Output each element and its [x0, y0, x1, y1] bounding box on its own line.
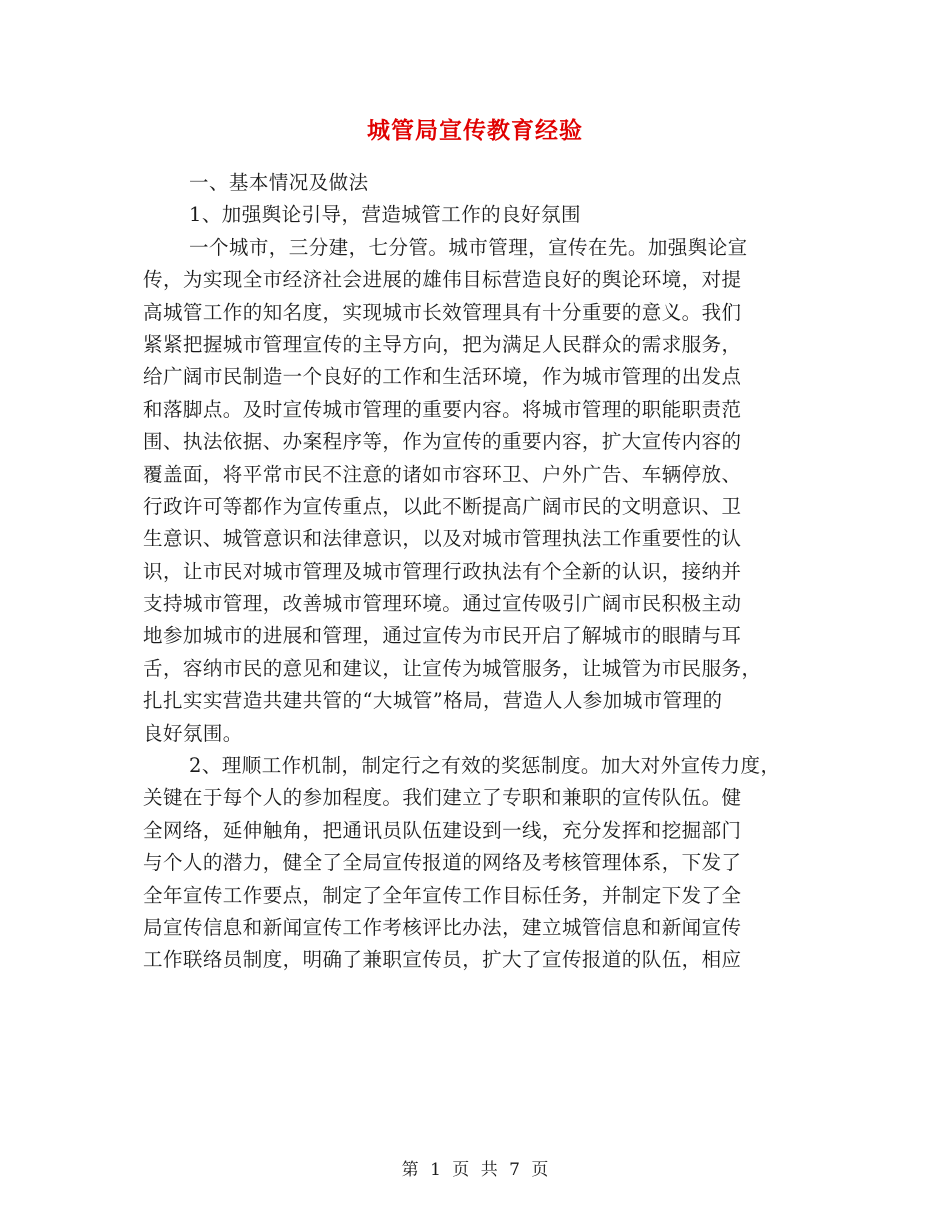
body-line: 给广阔市民制造一个良好的工作和生活环境，作为城市管理的出发点 — [143, 365, 742, 389]
body-line: 和落脚点。及时宣传城市管理的重要内容。将城市管理的职能职责范 — [143, 397, 742, 421]
body-line: 支持城市管理，改善城市管理环境。通过宣传吸引广阔市民积极主动 — [143, 592, 742, 616]
body-line: 覆盖面，将平常市民不注意的诸如市容环卫、户外广告、车辆停放、 — [143, 462, 742, 486]
body-line: 生意识、城管意识和法律意识，以及对城市管理执法工作重要性的认 — [143, 527, 742, 551]
body-line: 扎扎实实营造共建共管的“大城管”格局，营造人人参加城市管理的 — [143, 689, 723, 713]
body-line: 识，让市民对城市管理及城市管理行政执法有个全新的认识，接纳并 — [143, 559, 742, 583]
body-line: 一个城市，三分建，七分管。城市管理，宣传在先。加强舆论宣 — [189, 235, 748, 259]
body-line: 全年宣传工作要点，制定了全年宣传工作目标任务，并制定下发了全 — [143, 883, 742, 907]
body-line: 与个人的潜力，健全了全局宣传报道的网络及考核管理体系，下发了 — [143, 851, 742, 875]
document-body — [143, 167, 815, 977]
body-line: 高城管工作的知名度，实现城市长效管理具有十分重要的意义。我们 — [143, 300, 742, 324]
body-line: 良好氛围。 — [143, 721, 243, 745]
body-line: 传，为实现全市经济社会进展的雄伟目标营造良好的舆论环境，对提 — [143, 268, 742, 292]
body-line: 舌，容纳市民的意见和建议，让宣传为城管服务，让城管为市民服务， — [143, 656, 762, 680]
body-line: 围、执法依据、办案程序等，作为宣传的重要内容，扩大宣传内容的 — [143, 430, 742, 454]
body-line: 2、理顺工作机制，制定行之有效的奖惩制度。加大对外宣传力度， — [189, 754, 781, 778]
page-footer: 第 1 页 共 7 页 — [401, 1160, 549, 1180]
document-title: 城管局宣传教育经验 — [367, 118, 583, 144]
body-line: 全网络，延伸触角，把通讯员队伍建设到一线，充分发挥和挖掘部门 — [143, 818, 742, 842]
body-line: 地参加城市的进展和管理，通过宣传为市民开启了解城市的眼睛与耳 — [143, 624, 742, 648]
body-line: 1、加强舆论引导，营造城管工作的良好氛围 — [189, 203, 581, 227]
body-line: 关键在于每个人的参加程度。我们建立了专职和兼职的宣传队伍。健 — [143, 786, 742, 810]
body-line: 局宣传信息和新闻宣传工作考核评比办法，建立城管信息和新闻宣传 — [143, 915, 742, 939]
body-line: 紧紧把握城市管理宣传的主导方向，把为满足人民群众的需求服务， — [143, 332, 742, 356]
body-line: 一、基本情况及做法 — [189, 171, 369, 194]
body-line: 行政许可等都作为宣传重点，以此不断提高广阔市民的文明意识、卫 — [143, 494, 742, 518]
body-line: 工作联络员制度，明确了兼职宣传员，扩大了宣传报道的队伍，相应 — [143, 948, 742, 972]
